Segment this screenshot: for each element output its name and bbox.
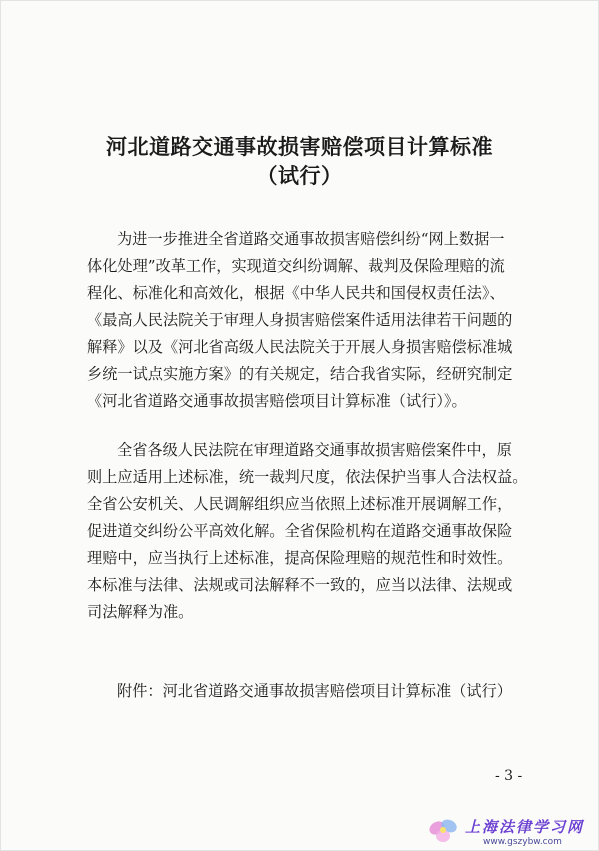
site-watermark: [423, 812, 599, 851]
paragraph-line: 理赔中，应当执行上述标准，提高保险理赔的规范性和时效性。: [87, 549, 513, 567]
watermark-url: www.gszybw.com: [483, 837, 562, 847]
document-title: 河北道路交通事故损害赔偿项目计算标准: [106, 134, 493, 159]
paragraph-line: 促进道交纠纷公平高效化解。全省保险机构在道路交通事故保险: [87, 522, 513, 540]
paragraph-line: 解释》以及《河北省高级人民法院关于开展人身损害赔偿标准城: [87, 338, 513, 356]
paragraph-line: 全省公安机关、人民调解组织应当依照上述标准开展调解工作，: [87, 495, 513, 513]
paragraph-line: 《河北省道路交通事故损害赔偿项目计算标准（试行）》。: [87, 392, 467, 410]
paragraph-line: 程化、标准化和高效化，根据《中华人民共和国侵权责任法》、: [87, 284, 505, 302]
paragraph-line: 体化处理”改革工作，实现道交纠纷调解、裁判及保险理赔的流: [87, 257, 505, 275]
flower-logo-icon: [425, 814, 463, 848]
paragraph-intro: [87, 226, 542, 415]
paragraph-line: 《最高人民法院关于审理人身损害赔偿案件适用法律若干问题的: [87, 311, 513, 329]
page-number: - 3 -: [495, 768, 523, 784]
paragraph-line: 为进一步推进全省道路交通事故损害赔偿纠纷“网上数据一: [117, 230, 505, 248]
paragraph-line: 本标准与法律、法规或司法解释不一致的，应当以法律、法规或: [87, 576, 513, 594]
document-subtitle: （试行）: [256, 163, 343, 188]
paragraph-line: 全省各级人民法院在审理道路交通事故损害赔偿案件中，原: [117, 441, 512, 459]
paragraph-line: 则上应适用上述标准，统一裁判尺度，依法保护当事人合法权益。: [87, 468, 528, 486]
paragraph-line: 乡统一试点实施方案》的有关规定，结合我省实际，经研究制定: [87, 365, 513, 383]
watermark-logo-text: 上海法律学习网: [465, 818, 585, 836]
paragraph-line: 司法解释为准。: [87, 603, 194, 621]
attachment-note: 附件：河北省道路交通事故损害赔偿项目计算标准（试行）: [117, 682, 512, 700]
paragraph-application: [87, 437, 542, 626]
